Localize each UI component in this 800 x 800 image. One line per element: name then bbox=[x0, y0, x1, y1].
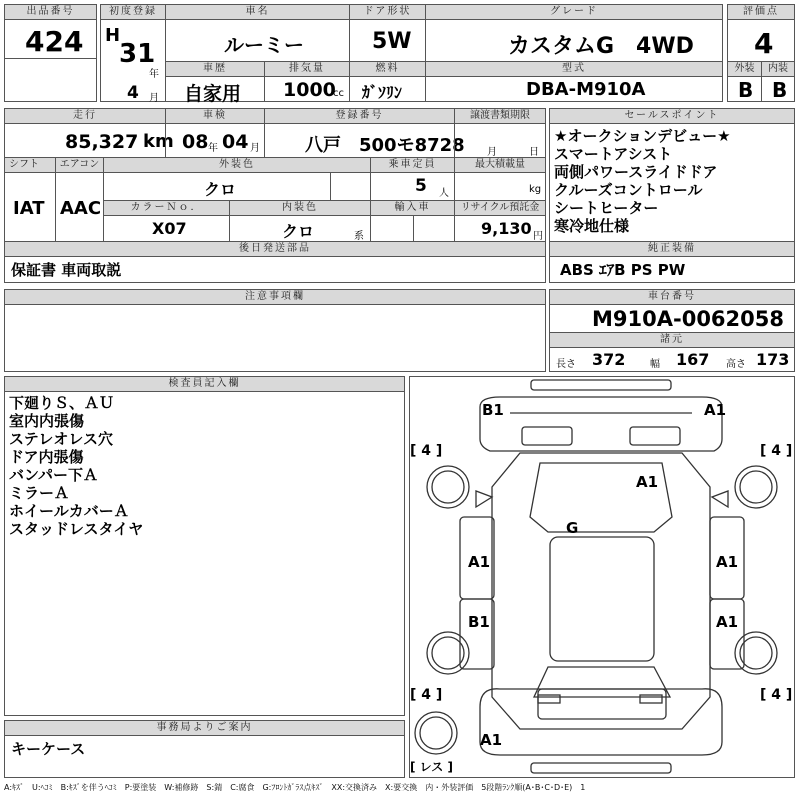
tire-tread: [ 4 ] bbox=[760, 443, 793, 459]
model-box bbox=[425, 61, 723, 102]
height-label: 高さ bbox=[726, 359, 746, 370]
divider bbox=[330, 172, 331, 202]
score-box bbox=[727, 4, 795, 62]
office-note: キーケース bbox=[11, 740, 86, 758]
color-number: X07 bbox=[152, 219, 187, 238]
transfer-day: 日 bbox=[529, 147, 539, 158]
interior-grade-box bbox=[761, 61, 795, 102]
inspector-line: バンパー下Ａ bbox=[9, 466, 98, 484]
import-label: 輸入車 bbox=[371, 201, 454, 216]
damage-mark: A1 bbox=[636, 473, 659, 491]
car-name-box bbox=[165, 4, 350, 62]
inspector-line: ミラーＡ bbox=[9, 484, 70, 502]
specs-label: 諸元 bbox=[550, 333, 794, 348]
inspector-line: ドア内張傷 bbox=[9, 448, 84, 466]
aircon: AAC bbox=[60, 198, 102, 219]
damage-mark: A1 bbox=[716, 553, 739, 571]
interior-color: クロ bbox=[282, 222, 315, 241]
displacement-unit: cc bbox=[333, 88, 344, 99]
recycle-box bbox=[454, 200, 546, 242]
model-code: DBA-M910A bbox=[526, 79, 646, 100]
grade-label: グレード bbox=[426, 5, 722, 20]
inspection-month: 04 bbox=[222, 131, 249, 153]
transfer-doc-label: 譲渡書類期限 bbox=[455, 109, 545, 124]
max-load-label: 最大積載量 bbox=[455, 158, 545, 173]
sales-point: シートヒーター bbox=[554, 199, 659, 217]
history-box bbox=[165, 61, 265, 105]
exterior-grade-box bbox=[727, 61, 762, 102]
width: 167 bbox=[676, 350, 710, 369]
length-label: 長さ bbox=[556, 359, 576, 370]
capacity-label: 乗車定員 bbox=[371, 158, 454, 173]
sales-points-list bbox=[554, 127, 731, 235]
inspector-line: スタッドレスタイヤ bbox=[9, 520, 144, 538]
interior-grade-label: 内装 bbox=[762, 62, 794, 77]
displacement-label: 排気量 bbox=[265, 62, 349, 77]
fuel-box bbox=[349, 61, 426, 102]
recycle-unit: 円 bbox=[533, 231, 543, 242]
inspector-line: ホイールカバーＡ bbox=[9, 502, 129, 520]
lot-number-blank bbox=[4, 58, 97, 102]
car-name-label: 車名 bbox=[166, 5, 349, 20]
inspection-month-unit: 月 bbox=[250, 143, 260, 154]
import-box bbox=[370, 200, 455, 242]
shift-box bbox=[4, 157, 56, 242]
transfer-doc-box bbox=[454, 108, 546, 158]
recycle-fee: 9,130 bbox=[481, 219, 532, 238]
damage-mark: B1 bbox=[468, 613, 490, 631]
equipment-label: 純正装備 bbox=[550, 242, 794, 257]
color-number-label: カラーＮｏ． bbox=[104, 201, 229, 216]
fuel: ｶﾞｿﾘﾝ bbox=[362, 83, 403, 102]
divider bbox=[413, 215, 414, 243]
damage-mark: A1 bbox=[480, 731, 503, 749]
fuel-label: 燃料 bbox=[350, 62, 425, 77]
model-label: 型式 bbox=[426, 62, 722, 77]
history: 自家用 bbox=[184, 83, 242, 105]
damage-mark: B1 bbox=[482, 401, 504, 419]
tire-tread: [ 4 ] bbox=[760, 687, 793, 703]
month-unit: 月 bbox=[149, 93, 159, 104]
interior-grade: B bbox=[772, 78, 788, 102]
sales-point: ★オークションデビュー★ bbox=[554, 127, 731, 145]
equipment-box bbox=[549, 241, 795, 283]
displacement-box bbox=[264, 61, 350, 102]
sales-point: 両側パワースライドドア bbox=[554, 163, 718, 181]
length: 372 bbox=[592, 350, 626, 369]
damage-diagram-box bbox=[409, 376, 795, 778]
shift: IAT bbox=[13, 198, 45, 219]
exterior-grade-label: 外装 bbox=[728, 62, 761, 77]
first-reg-month: 4 bbox=[127, 83, 139, 103]
transfer-month: 月 bbox=[487, 147, 497, 158]
interior-color-label: 内装色 bbox=[230, 201, 370, 216]
registration-box bbox=[264, 108, 465, 158]
door-box bbox=[349, 4, 426, 62]
tire-tread: [ 4 ] bbox=[410, 687, 443, 703]
inspector-line: 下廻りＳ、ＡＵ bbox=[9, 394, 115, 412]
capacity: 5 bbox=[415, 176, 427, 196]
recycle-label: リサイクル預託金 bbox=[455, 201, 545, 216]
inspector-list bbox=[9, 394, 143, 538]
door-label: ドア形状 bbox=[350, 5, 425, 20]
later-parts-box bbox=[4, 241, 546, 283]
score: 4 bbox=[754, 27, 774, 60]
car-diagram bbox=[410, 377, 794, 777]
inspection-box bbox=[165, 108, 265, 158]
chassis-label: 車台番号 bbox=[550, 290, 794, 305]
mileage-unit: km bbox=[143, 131, 174, 152]
width-label: 幅 bbox=[650, 359, 660, 370]
mileage-label: 走行 bbox=[5, 109, 165, 124]
chassis-box bbox=[549, 289, 795, 333]
specs-box bbox=[549, 332, 795, 372]
grade: カスタムG 4WD bbox=[508, 34, 694, 59]
mileage: 85,327 bbox=[65, 131, 139, 153]
inspector-label: 検査員記入欄 bbox=[5, 377, 404, 392]
registration-number: 八戸 500モ8728 bbox=[305, 135, 465, 156]
capacity-unit: 人 bbox=[439, 188, 449, 199]
sales-points-label: セールスポイント bbox=[550, 109, 794, 124]
notes-label: 注意事項欄 bbox=[5, 290, 545, 305]
tire-tread: [ 4 ] bbox=[410, 443, 443, 459]
aircon-box bbox=[55, 157, 104, 242]
notes-box bbox=[4, 289, 546, 372]
era: H bbox=[105, 25, 121, 46]
exterior-color-label: 外装色 bbox=[104, 158, 370, 173]
inspector-box bbox=[4, 376, 405, 716]
sales-point: 寒冷地仕様 bbox=[554, 217, 630, 235]
damage-mark: A1 bbox=[704, 401, 727, 419]
equipment: ABS ｴｱB PS PW bbox=[560, 261, 686, 279]
sales-points-box bbox=[549, 108, 795, 242]
inspection-label: 車検 bbox=[166, 109, 264, 124]
interior-color-box bbox=[229, 200, 371, 242]
sales-point: スマートアシスト bbox=[554, 145, 673, 163]
registration-label: 登録番号 bbox=[265, 109, 454, 124]
office-label: 事務局よりご案内 bbox=[5, 721, 404, 736]
first-registration-label: 初度登録 bbox=[101, 5, 165, 20]
max-load-box bbox=[454, 157, 546, 201]
exterior-color: クロ bbox=[204, 180, 237, 199]
year-unit: 年 bbox=[149, 69, 159, 80]
history-label: 車歴 bbox=[166, 62, 264, 77]
lot-number: 424 bbox=[25, 25, 84, 58]
office-box bbox=[4, 720, 405, 778]
inspection-year-unit: 年 bbox=[208, 143, 218, 154]
damage-mark: G bbox=[566, 519, 579, 537]
inspection-year: 08 bbox=[182, 131, 209, 153]
spare-tire-label: [ レス ] bbox=[410, 760, 453, 774]
height: 173 bbox=[756, 350, 790, 369]
sales-point: クルーズコントロール bbox=[554, 181, 703, 199]
exterior-color-box bbox=[103, 157, 371, 201]
first-reg-year: 31 bbox=[119, 39, 156, 69]
damage-mark: A1 bbox=[716, 613, 739, 631]
mileage-box bbox=[4, 108, 174, 158]
grade-box bbox=[425, 4, 723, 62]
inspector-line: ステレオレス穴 bbox=[9, 430, 113, 448]
later-parts: 保証書 車両取説 bbox=[11, 261, 122, 279]
capacity-box bbox=[370, 157, 455, 201]
exterior-grade: B bbox=[738, 78, 754, 102]
color-number-box bbox=[103, 200, 230, 242]
score-label: 評価点 bbox=[728, 5, 794, 20]
shift-label: シフト bbox=[5, 158, 55, 173]
later-parts-label: 後日発送部品 bbox=[5, 242, 545, 257]
aircon-label: エアコン bbox=[56, 158, 103, 173]
car-name: ルーミー bbox=[224, 33, 304, 57]
damage-mark: A1 bbox=[468, 553, 491, 571]
first-registration-box bbox=[100, 4, 166, 102]
lot-number-label: 出品番号 bbox=[5, 5, 96, 20]
door-type: 5W bbox=[372, 29, 412, 54]
lot-number-box bbox=[4, 4, 97, 59]
chassis-number: M910A-0062058 bbox=[592, 307, 784, 331]
legend: A:ｷｽﾞ U:ﾍｺﾐ B:ｷｽﾞを伴うﾍｺﾐ P:要塗装 W:補修跡 S:錆 C:腐食 G:ﾌﾛﾝﾄｶﾞﾗｽ点ｷｽﾞ XX:交換済み X:要交換 内・外装評価 5段階ﾗﾝｸ順(A･B･C･D･E) 1 bbox=[4, 783, 586, 792]
interior-color-unit: 系 bbox=[354, 231, 364, 242]
max-load-unit: kg bbox=[529, 184, 542, 195]
displacement: 1000 bbox=[283, 79, 336, 101]
inspector-line: 室内内張傷 bbox=[9, 412, 85, 430]
